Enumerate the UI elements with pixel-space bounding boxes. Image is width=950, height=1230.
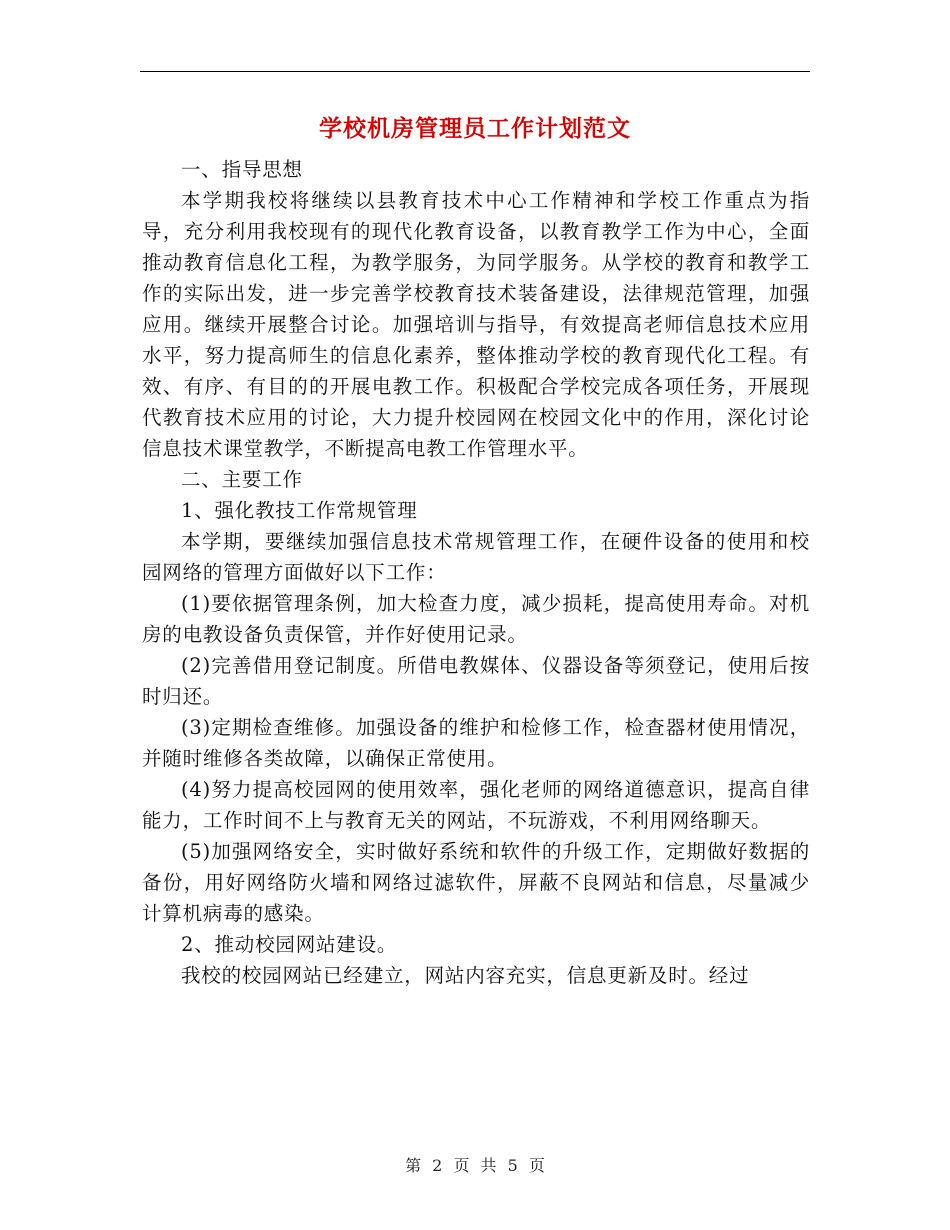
paragraph-website-construction: 我校的校园网站已经建立，网站内容充实，信息更新及时。经过: [181, 964, 750, 987]
list-item-1: (1)要依据管理条例，加大检查力度，减少损耗，提高使用寿命。对机房的电教设备负责保管，并作好使用记录。: [142, 592, 810, 646]
document-title: 学校机房管理员工作计划范文: [319, 115, 631, 142]
page-number-footer: 第 2 页 共 5 页: [405, 1156, 545, 1175]
section-heading-guiding-thought: 一、指导思想: [181, 158, 303, 181]
subheading-routine-management: 1、强化教技工作常规管理: [181, 499, 418, 522]
subheading-website-construction: 2、推动校园网站建设。: [181, 933, 398, 956]
list-item-2: (2)完善借用登记制度。所借电教媒体、仪器设备等须登记，使用后按时归还。: [142, 654, 810, 708]
list-item-5: (5)加强网络安全，实时做好系统和软件的升级工作，定期做好数据的备份，用好网络防火墙和网络过滤软件，屏蔽不良网站和信息，尽量减少计算机病毒的感染。: [142, 840, 810, 925]
list-item-4: (4)努力提高校园网的使用效率，强化老师的网络道德意识，提高自律能力，工作时间不上与教育无关的网站，不玩游戏，不利用网络聊天。: [142, 778, 810, 832]
paragraph-guiding-thought: 本学期我校将继续以县教育技术中心工作精神和学校工作重点为指导，充分利用我校现有的现代化教育设备，以教育教学工作为中心，全面推动教育信息化工程，为教学服务，为同学服务。从学校的教育和教学工作的实际出发，进一步完善学校教育技术装备建设，法律规范管理，加强应用。继续开展整合讨论。加强培训与指导，有效提高老师信息技术应用水平，努力提高师生的信息化素养，整体推动学校的教育现代化工程。有效、有序、有目的的开展电教工作。积极配合学校完成各项任务，开展现代教育技术应用的讨论，大力提升校园网在校园文化中的作用，深化讨论信息技术课堂教学，不断提高电教工作管理水平。: [142, 189, 810, 460]
header-rule: [140, 71, 810, 72]
section-heading-main-work: 二、主要工作: [181, 468, 303, 491]
list-item-3: (3)定期检查维修。加强设备的维护和检修工作，检查器材使用情况，并随时维修各类故障，以确保正常使用。: [142, 716, 810, 770]
document-body: [142, 154, 810, 991]
paragraph-routine-management: 本学期，要继续加强信息技术常规管理工作，在硬件设备的使用和校园网络的管理方面做好以下工作：: [142, 530, 810, 584]
